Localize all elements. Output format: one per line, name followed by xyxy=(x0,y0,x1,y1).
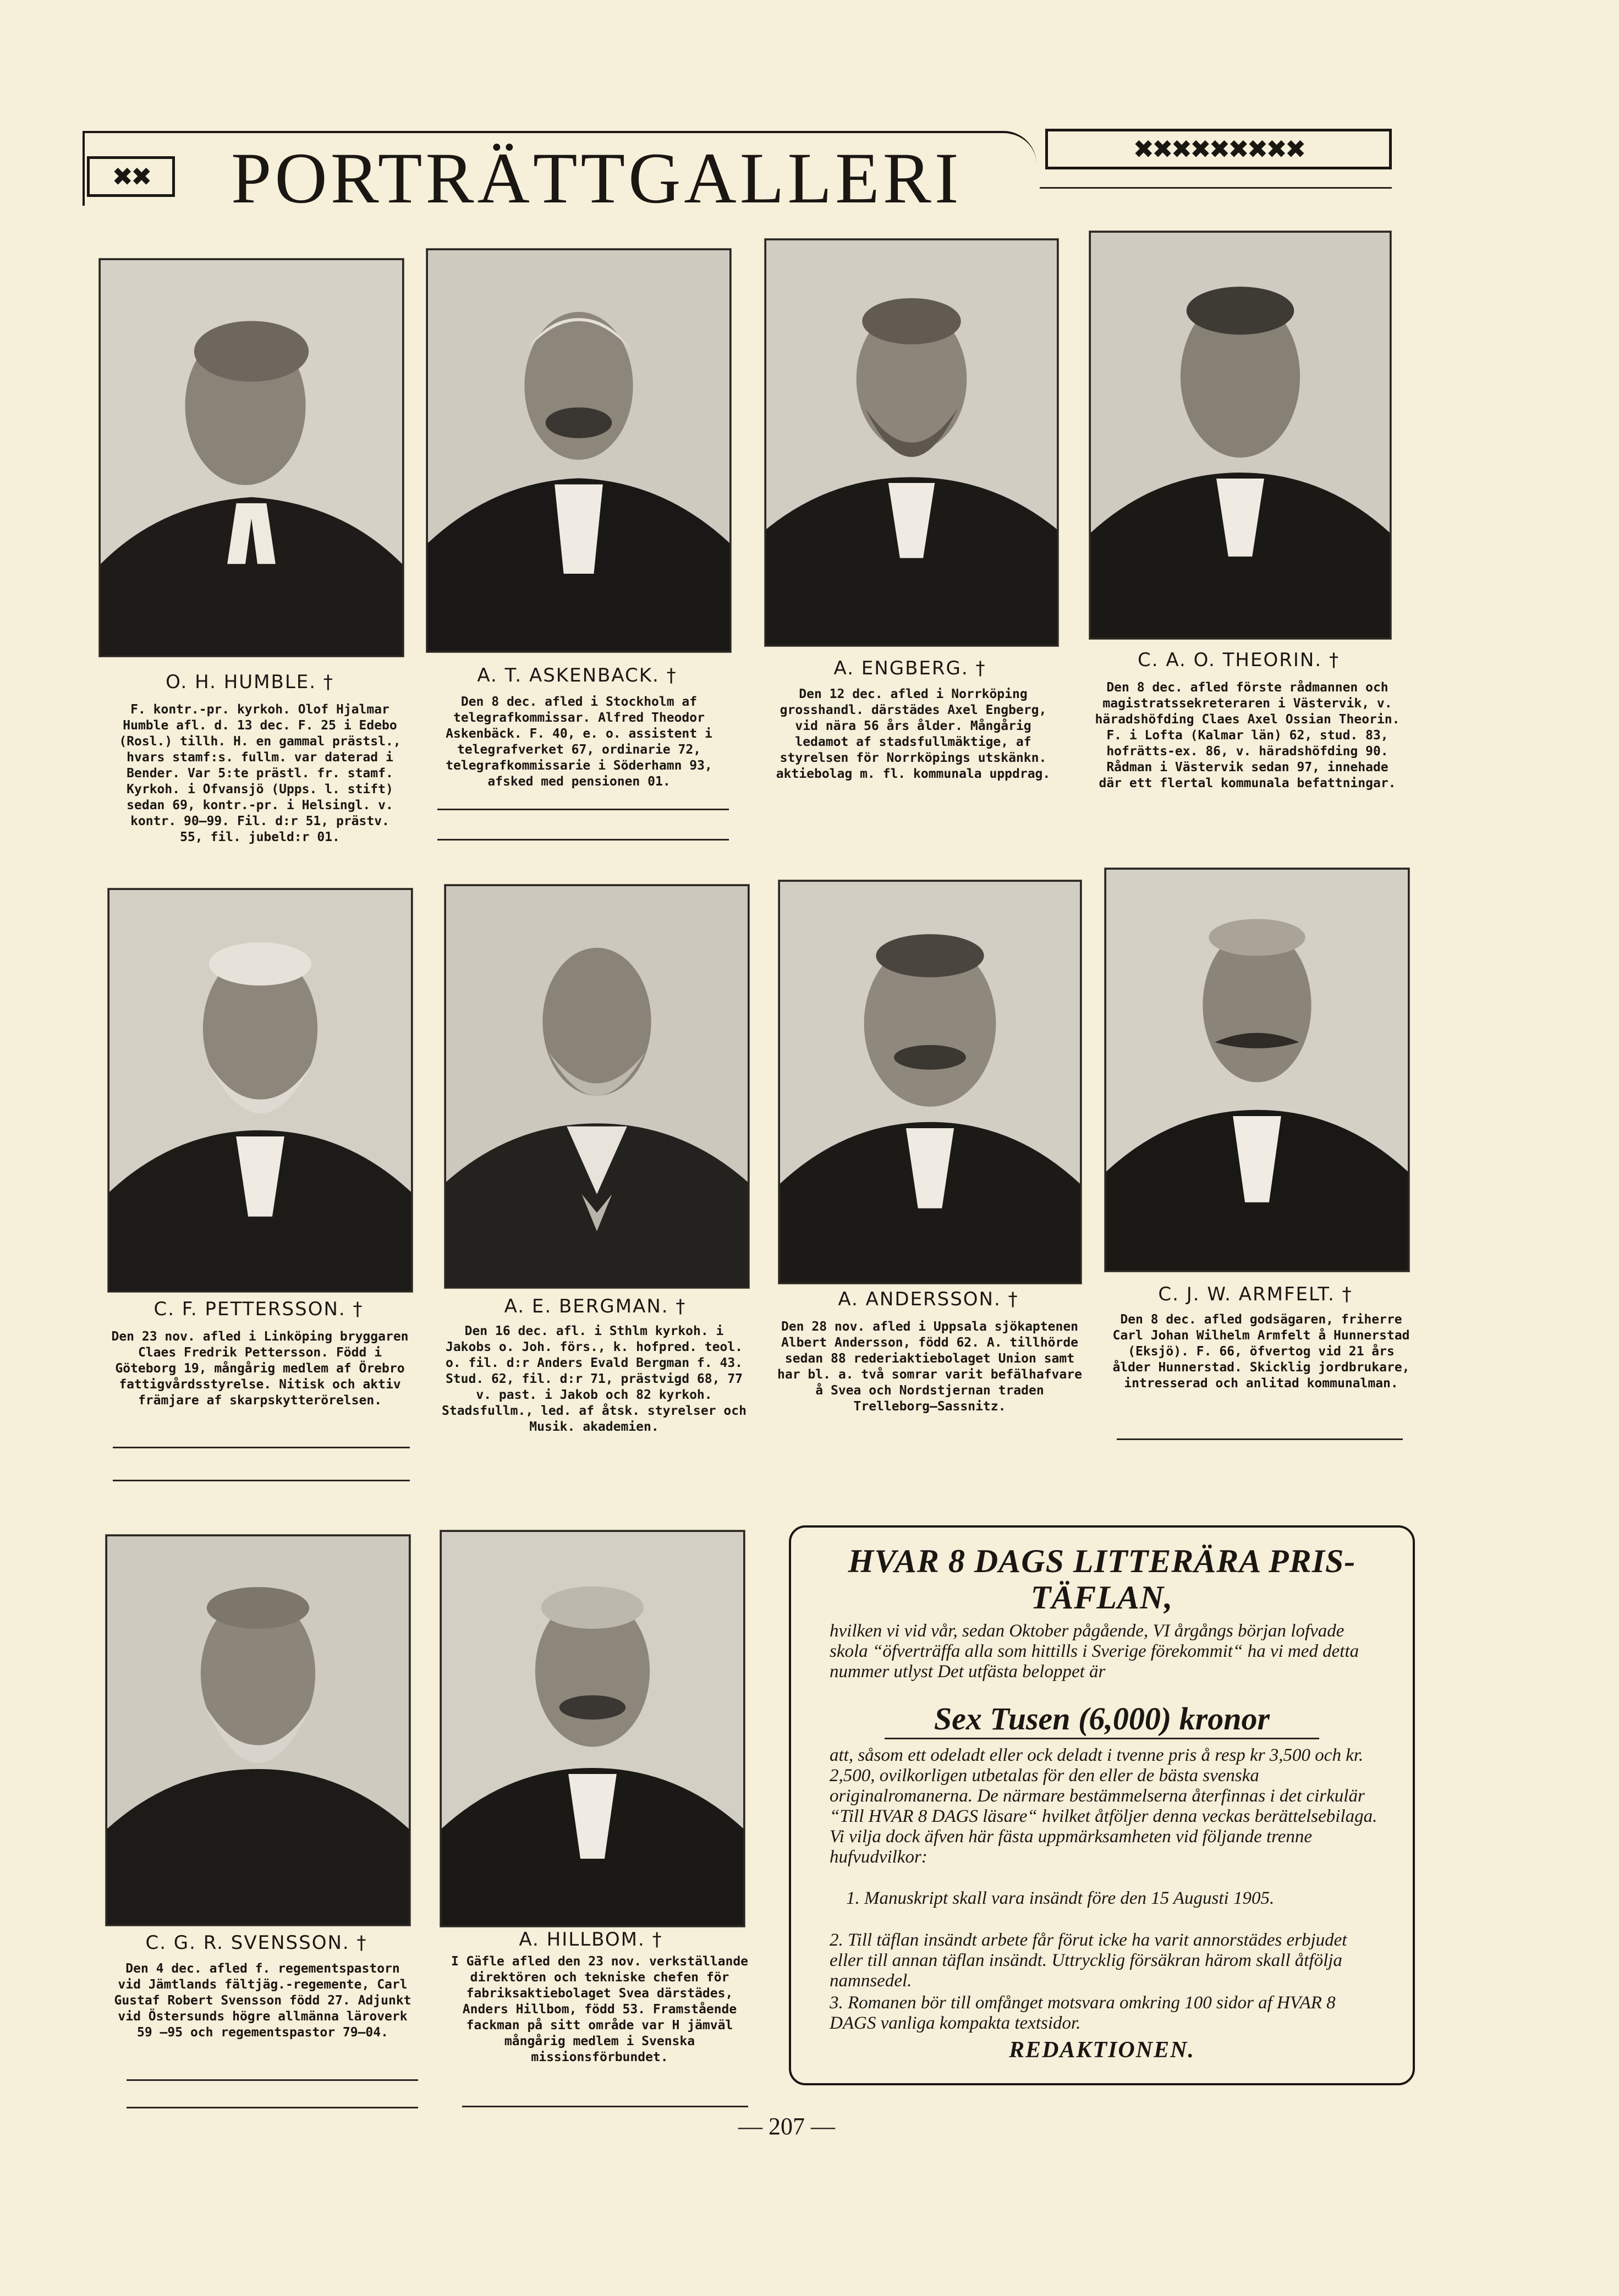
portrait-bio-pettersson: Den 23 nov. afled i Linköping bryggaren Claes Fredrik Pettersson. Född i Göteborg 19, mångårig medlem af Örebro fattigvårdsstyrelse. Nitisk och aktiv främjare af skarpskytterörelsen. xyxy=(111,1330,409,1408)
divider-line xyxy=(127,2079,418,2081)
portrait-photo-engberg xyxy=(765,239,1058,646)
competition-condition-1: 1. Manuskript skall vara insändt före den 15 Augusti 1905. xyxy=(846,1888,1275,1908)
portrait-bio-humble: F. kontr.-pr. kyrkoh. Olof Hjalmar Humble afl. d. 13 dec. F. 25 i Edebo (Rosl.) tillh. H. en gammal prästsl., hvars stamf:s. fullm. var daterad i Bender. Var 5:te prästl. fr. stamf. Kyrkoh. i Ofvansjö (Upps. l. stift) sedan 69, kontr.-pr. i Helsingl. v. kontr. 90—99. Fil. d:r 51, prästv. 55, fil. jubeld:r 01. xyxy=(119,702,401,844)
portrait-bio-andersson: Den 28 nov. afled i Uppsala sjökaptenen Albert Andersson, född 62. A. tillhörde sedan 88 rederiaktiebolaget Union samt har bl. a. två somrar varit befälhafvare å Svea och Nordstjernan traden Trelleborg—Sassnitz. xyxy=(777,1320,1082,1414)
portrait-name-theorin: C. A. O. THEORIN. † xyxy=(1138,649,1340,671)
divider-line xyxy=(127,2107,418,2108)
competition-amount: Sex Tusen (6,000) kronor xyxy=(934,1701,1270,1737)
competition-body: att, såsom ett odeladt eller ock deladt i tvenne pris å resp kr 3,500 och kr. 2,500, ovilkorligen utbetalas för den eller de bästa svenska originalromanerna. De närmare bestämmelserna återfinnas i det cirkulär “Till HVAR 8 DAGS läsare“ hvilket åtföljer denna veckas berättelsebilaga. Vi vilja dock äfven här fästa uppmärksamheten vid följande trenne hufvudvilkor: xyxy=(830,1745,1377,1867)
divider-line xyxy=(1117,1438,1403,1440)
portrait-name-hillbom: A. HILLBOM. † xyxy=(519,1929,663,1951)
portrait-photo-askenback xyxy=(426,249,731,652)
portrait-photo-andersson xyxy=(778,880,1082,1284)
portrait-photo-humble xyxy=(99,259,404,657)
portrait-name-svensson: C. G. R. SVENSSON. † xyxy=(145,1932,367,1954)
portrait-bio-armfelt: Den 8 dec. afled godsägaren, friherre Carl Johan Wilhelm Armfelt å Hunnerstad (Eksjö). F. 66, öfvertog vid 21 års ålder Hunnerstad. Skicklig jordbrukare, intresserad och anlitad kommunalman. xyxy=(1112,1312,1410,1391)
header-ornament-left: ✖✖ xyxy=(87,156,175,197)
page-title: PORTRÄTTGALLERI xyxy=(231,138,962,218)
divider-line xyxy=(113,1447,410,1448)
portrait-bio-svensson: Den 4 dec. afled f. regementspastorn vid Jämtlands fältjäg.-regemente, Carl Gustaf Robert Svensson född 27. Adjunkt vid Östersunds högre allmänna läroverk 59 —95 och regementspastor 79—04. xyxy=(114,1962,411,2040)
portrait-name-pettersson: C. F. PETTERSSON. † xyxy=(153,1298,364,1320)
page-number: — 207 — xyxy=(738,2113,835,2140)
portrait-bio-bergman: Den 16 dec. afl. i Sthlm kyrkoh. i Jakobs o. Joh. förs., k. hofpred. teol. o. fil. d:r Anders Evald Bergman f. 43. Stud. 62, fil. d:r 71, prästvigd 68, 77 v. past. i Jakob och 82 kyrkoh. Stadsfullm., led. af åtsk. styrelser och Musik. akademien. xyxy=(442,1324,747,1434)
divider-line xyxy=(462,2106,748,2107)
competition-condition-3: 3. Romanen bör till omfånget motsvara omkring 100 sidor af HVAR 8 DAGS vanliga kompakta textsidor. xyxy=(830,1993,1336,2033)
header-ornament-right: ✖✖✖✖✖✖✖✖✖ xyxy=(1045,129,1392,169)
portrait-name-armfelt: C. J. W. ARMFELT. † xyxy=(1158,1283,1353,1305)
portrait-name-andersson: A. ANDERSSON. † xyxy=(838,1288,1019,1310)
portrait-bio-askenback: Den 8 dec. afled i Stockholm af telegrafkommissar. Alfred Theodor Askenbäck. F. 40, e. o. assistent i telegrafverket 67, ordinarie 72, telegrafkommissarie i Söderhamn 93, afsked med pensionen 01. xyxy=(446,695,712,789)
portrait-photo-armfelt xyxy=(1105,868,1409,1272)
portrait-name-humble: O. H. HUMBLE. † xyxy=(166,671,334,693)
competition-notice xyxy=(789,1525,1415,2085)
competition-intro: hvilken vi vid vår, sedan Oktober pågående, VI årgångs början lofvade skola “öfverträffa alla som hittills i Sverige förekommit“ ha vi med detta nummer utlyst Det utfästa beloppet är xyxy=(830,1621,1359,1682)
portrait-photo-theorin xyxy=(1089,231,1391,639)
portrait-bio-theorin: Den 8 dec. afled förste rådmannen och magistratssekreteraren i Västervik, v. häradshöfding Claes Axel Ossian Theorin. F. i Lofta (Kalmar län) 62, stud. 83, hofrätts-ex. 86, v. häradshöfding 90. Rådman i Västervik sedan 97, innehade där ett flertal kommunala befattningar. xyxy=(1095,680,1400,790)
divider-line xyxy=(437,809,729,810)
portrait-name-engberg: A. ENGBERG. † xyxy=(833,657,986,679)
divider-line xyxy=(437,839,729,841)
portrait-bio-engberg: Den 12 dec. afled i Norrköping grosshandl. därstädes Axel Engberg, vid nära 56 års ålder. Mångårig ledamot af stadsfullmäktige, af styrelsen för Norrköpings utskänkn. aktiebolag m. fl. kommunala uppdrag. xyxy=(776,687,1051,781)
amount-underline xyxy=(885,1738,1319,1739)
header-underline xyxy=(1040,187,1392,189)
competition-title-line1: HVAR 8 DAGS LITTERÄRA PRIS- xyxy=(848,1543,1356,1579)
portrait-photo-pettersson xyxy=(108,888,413,1292)
portrait-photo-bergman xyxy=(444,885,749,1288)
portrait-name-bergman: A. E. BERGMAN. † xyxy=(504,1295,687,1317)
competition-signature: REDAKTIONEN. xyxy=(1009,2037,1195,2063)
competition-condition-2: 2. Till täflan insändt arbete får förut icke ha varit annorstädes erbjudet eller till annan täflan insändt. Uttrycklig försäkran härom skall åtfölja namnsedel. xyxy=(830,1930,1347,1991)
divider-line xyxy=(113,1480,410,1481)
competition-title-line2: TÄFLAN, xyxy=(1030,1579,1173,1616)
portrait-name-askenback: A. T. ASKENBACK. † xyxy=(477,664,677,686)
portrait-photo-svensson xyxy=(106,1535,410,1926)
portrait-bio-hillbom: I Gäfle afled den 23 nov. verkställande direktören och tekniske chefen för fabriksaktiebolaget Svea därstädes, Anders Hillbom, född 53. Framstående fackman på sitt område var H jämväl mångårig medlem i Svenska missionsförbundet. xyxy=(451,1954,749,2064)
portrait-photo-hillbom xyxy=(440,1530,745,1927)
